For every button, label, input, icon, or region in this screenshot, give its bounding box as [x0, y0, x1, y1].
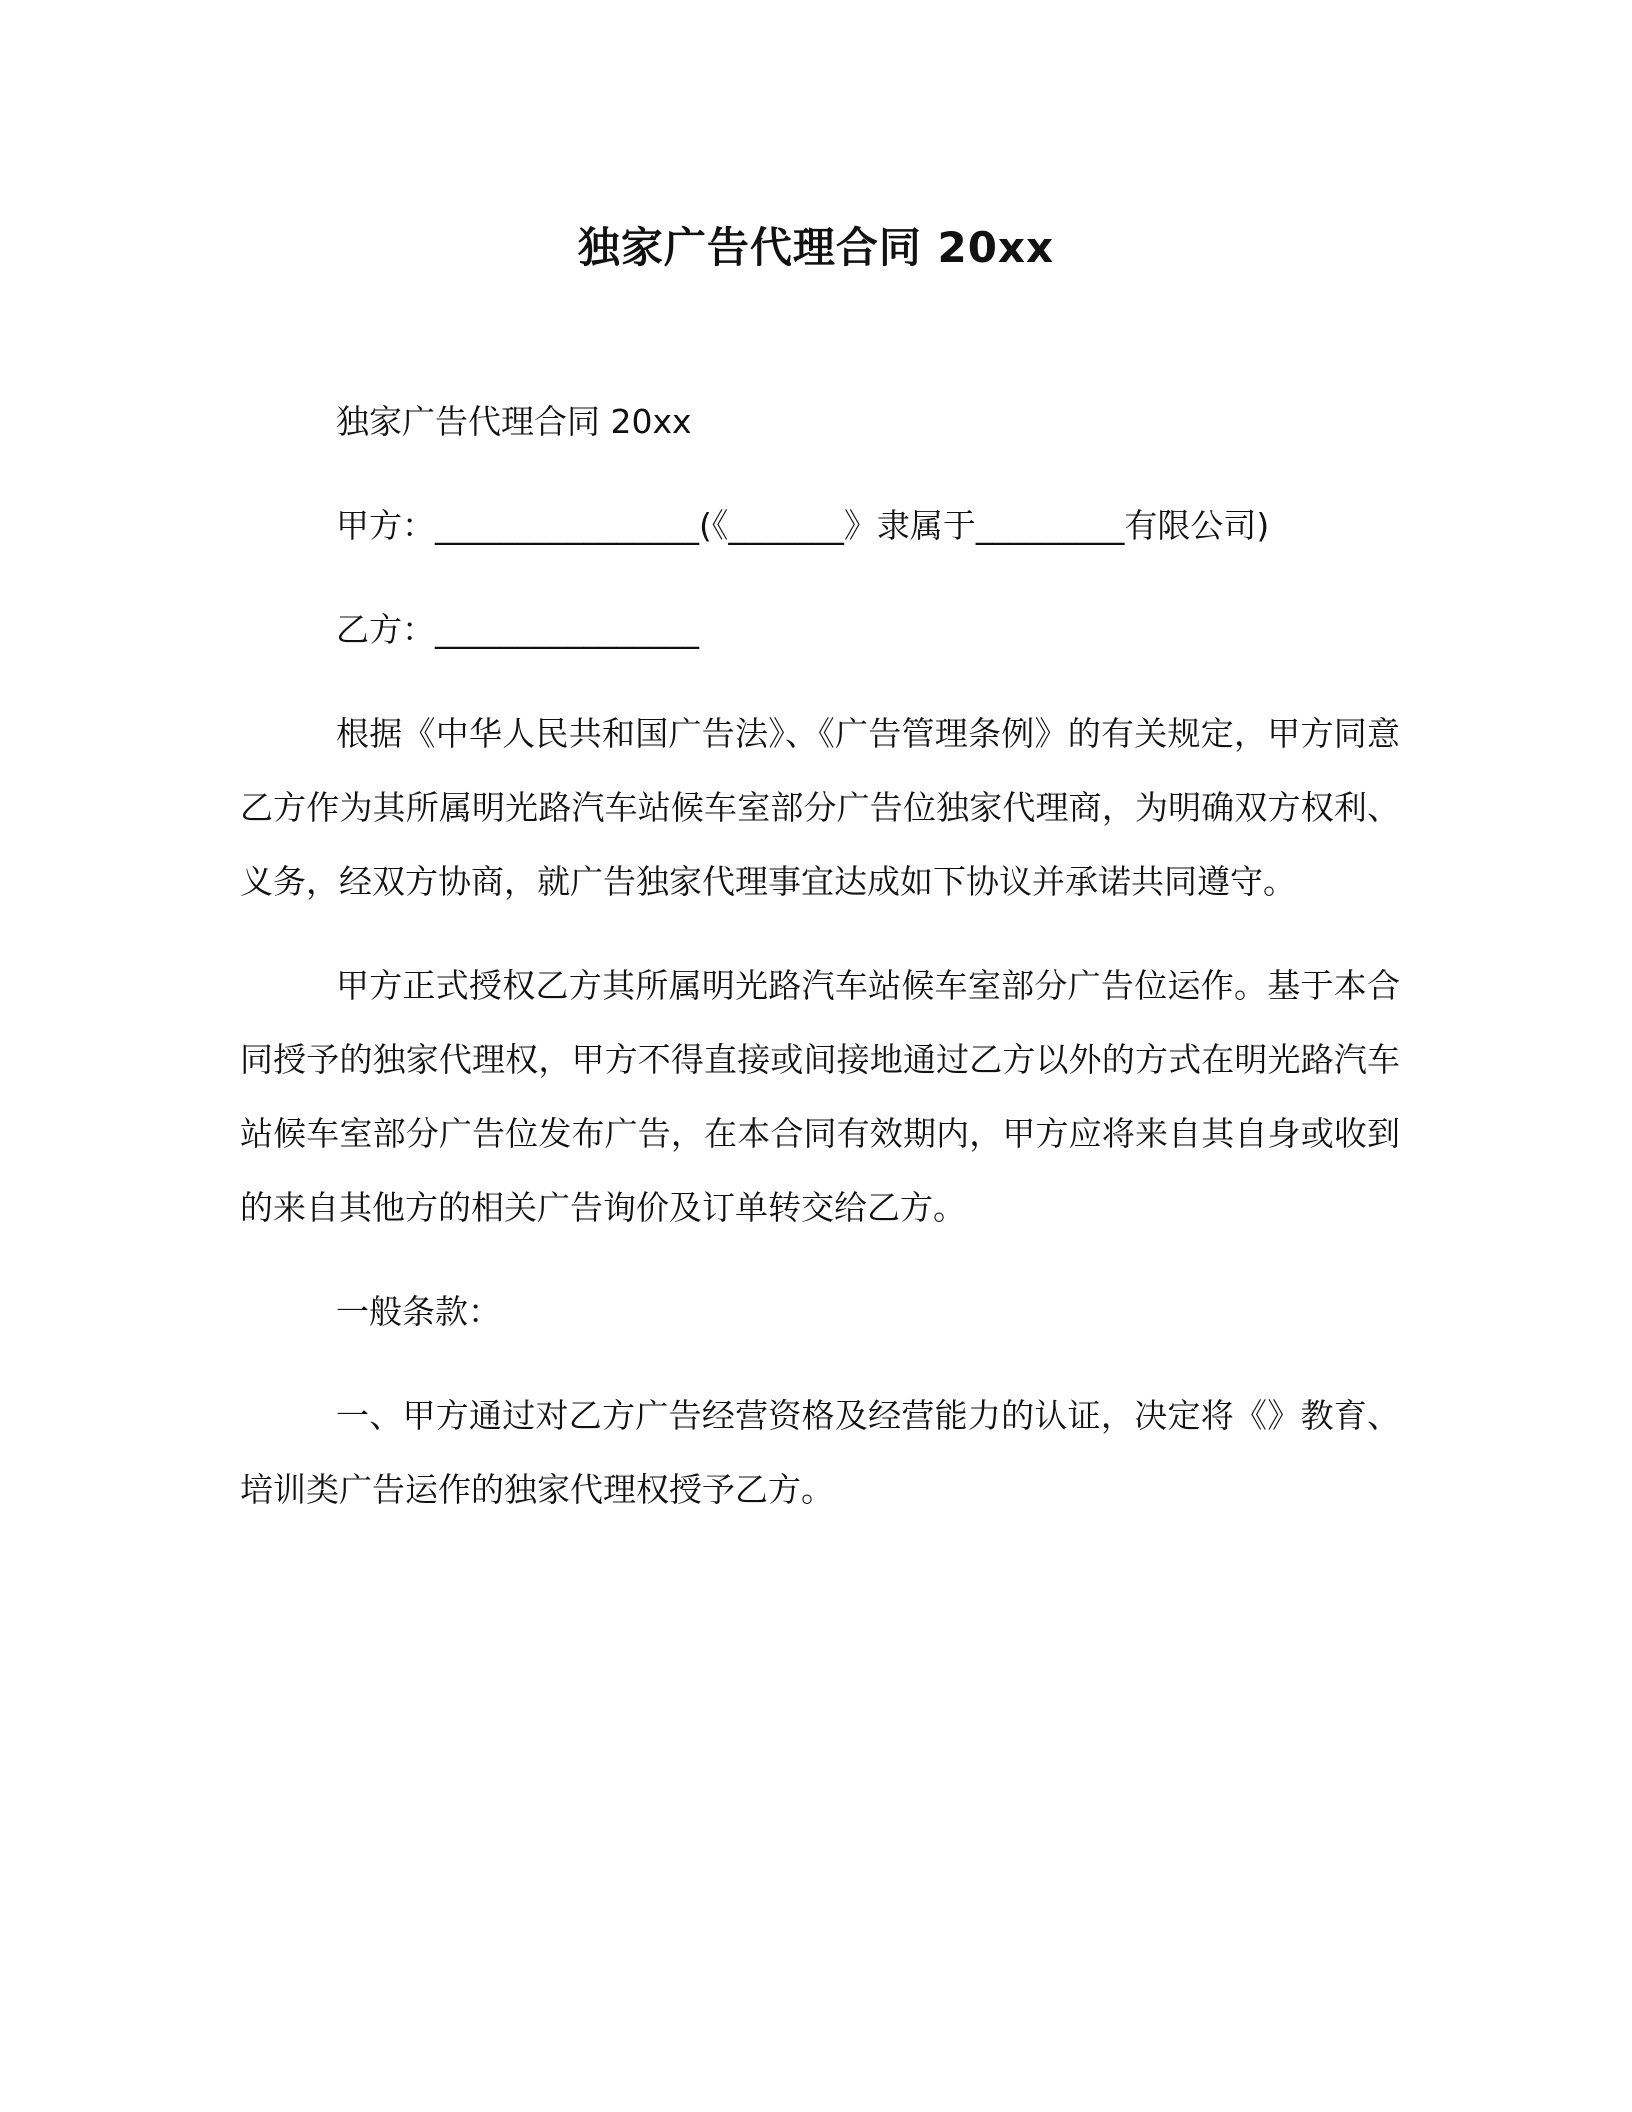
clause-one-paragraph: 一、甲方通过对乙方广告经营资格及经营能力的认证，决定将《》教育、培训类广告运作的独家代理权授予乙方。	[240, 1396, 1400, 1509]
party-b-paragraph: 乙方：________________	[336, 610, 699, 649]
subtitle-paragraph: 独家广告代理合同 20xx	[336, 402, 692, 441]
party-a-paragraph: 甲方：________________(《_______》隶属于_________有限公司)	[336, 506, 1270, 545]
general-terms-heading: 一般条款：	[336, 1292, 501, 1331]
document-title: 独家广告代理合同 20xx	[577, 223, 1055, 272]
document-body	[240, 385, 1400, 1557]
preamble-paragraph: 根据《中华人民共和国广告法》、《广告管理条例》的有关规定，甲方同意乙方作为其所属明光路汽车站候车室部分广告位独家代理商，为明确双方权利、义务，经双方协商，就广告独家代理事宜达成如下协议并承诺共同遵守。	[240, 714, 1400, 901]
authorization-paragraph: 甲方正式授权乙方其所属明光路汽车站候车室部分广告位运作。基于本合同授予的独家代理权，甲方不得直接或间接地通过乙方以外的方式在明光路汽车站候车室部分广告位发布广告，在本合同有效期内，甲方应将来自其自身或收到的来自其他方的相关广告询价及订单转交给乙方。	[240, 966, 1400, 1227]
